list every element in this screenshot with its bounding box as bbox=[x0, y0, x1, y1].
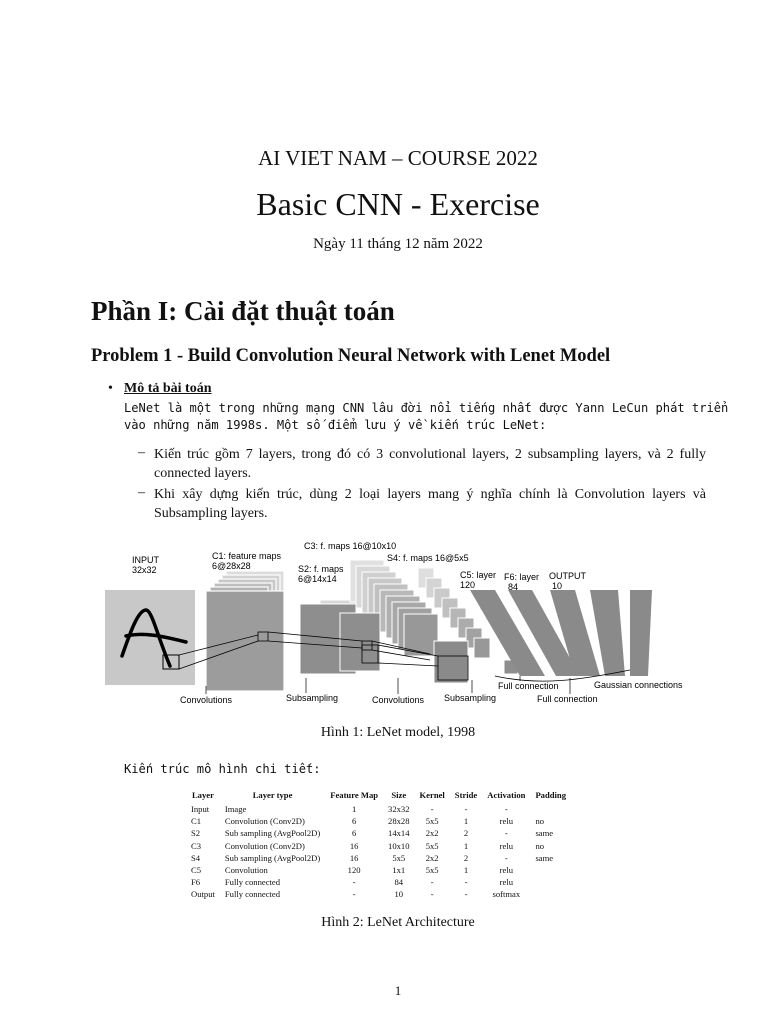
cell: Sub sampling (AvgPool2D) bbox=[224, 828, 321, 839]
table-row bbox=[186, 864, 571, 876]
bullet-marker: • bbox=[108, 381, 113, 396]
cell: 14x14 bbox=[388, 828, 410, 839]
cell bbox=[530, 864, 571, 876]
cell: - bbox=[504, 828, 508, 839]
cell bbox=[530, 888, 571, 900]
cell: 6 bbox=[351, 828, 357, 839]
label-input: INPUT bbox=[132, 555, 159, 565]
cell: 2 bbox=[463, 852, 469, 863]
header-size: Size bbox=[391, 790, 407, 800]
document-date: Ngày 11 tháng 12 năm 2022 bbox=[313, 236, 483, 252]
cell: 32x32 bbox=[388, 804, 410, 815]
cell: - bbox=[464, 877, 468, 888]
problem-heading: Problem 1 - Build Convolution Neural Network with Lenet Model bbox=[91, 346, 611, 366]
cell: 16 bbox=[349, 852, 359, 863]
label-s2-size: 6@14x14 bbox=[298, 574, 337, 584]
description-line-1: LeNet là một trong những mạng CNN lâu đời nổi tiếng nhất được Yann LeCun phát triển bbox=[124, 401, 729, 415]
cell: relu bbox=[499, 865, 514, 876]
cell: 120 bbox=[347, 865, 361, 876]
part-heading: Phần I: Cài đặt thuật toán bbox=[91, 296, 395, 326]
cell: Input bbox=[191, 804, 210, 815]
cell: 2 bbox=[463, 828, 469, 839]
page-number: 1 bbox=[394, 983, 402, 998]
table-row bbox=[186, 803, 571, 815]
architecture-table bbox=[186, 790, 571, 901]
cell: - bbox=[504, 852, 508, 863]
cell: 5x5 bbox=[425, 865, 439, 876]
document-title: Basic CNN - Exercise bbox=[256, 186, 540, 222]
cell: relu bbox=[499, 877, 514, 888]
label-output-size: 10 bbox=[552, 581, 563, 591]
input-image bbox=[105, 590, 195, 685]
label-s4: S4: f. maps 16@5x5 bbox=[387, 553, 469, 563]
cell: 28x28 bbox=[388, 816, 410, 827]
table-row bbox=[186, 876, 571, 888]
cell: 10 bbox=[394, 889, 404, 900]
cell: - bbox=[430, 889, 434, 900]
cell: C1 bbox=[191, 816, 202, 827]
cell: softmax bbox=[492, 889, 521, 900]
label-c1-size: 6@28x28 bbox=[212, 561, 251, 571]
cell: Convolution bbox=[224, 865, 268, 876]
lenet-diagram bbox=[100, 538, 700, 713]
header-layer: Layer bbox=[191, 790, 214, 800]
dash-marker-1: – bbox=[138, 445, 145, 460]
header-layer-type: Layer type bbox=[252, 790, 293, 800]
cell: 6 bbox=[351, 816, 357, 827]
label-op-sub1: Subsampling bbox=[286, 693, 339, 703]
cell bbox=[530, 876, 571, 888]
description-item-2: Khi xây dựng kiến trúc, dùng 2 loại layers mang ý nghĩa chính là Convolution layers và Subsampling layers. bbox=[154, 487, 706, 521]
cell: C5 bbox=[191, 865, 202, 876]
table-row bbox=[186, 840, 571, 852]
cell: 5x5 bbox=[425, 840, 439, 851]
label-op-sub2: Subsampling bbox=[444, 693, 497, 703]
cell: 2x2 bbox=[425, 828, 439, 839]
cell: 1x1 bbox=[392, 865, 406, 876]
header-feature-map: Feature Map bbox=[330, 790, 379, 800]
cell: Sub sampling (AvgPool2D) bbox=[224, 852, 321, 863]
header-activation: Activation bbox=[487, 790, 526, 800]
cell: 1 bbox=[463, 865, 469, 876]
cell: relu bbox=[499, 816, 514, 827]
cell: - bbox=[430, 804, 434, 815]
label-op-conv2: Convolutions bbox=[372, 695, 425, 705]
cell: Fully connected bbox=[224, 877, 281, 888]
cell: Convolution (Conv2D) bbox=[224, 840, 305, 851]
cell: 5x5 bbox=[392, 852, 406, 863]
cell: 10x10 bbox=[388, 840, 410, 851]
cell: - bbox=[504, 804, 508, 815]
cell: Output bbox=[191, 889, 215, 900]
cell: relu bbox=[499, 840, 514, 851]
cell: Image bbox=[224, 804, 247, 815]
figure1-caption: Hình 1: LeNet model, 1998 bbox=[320, 725, 476, 740]
label-s2: S2: f. maps bbox=[298, 564, 344, 574]
table-row bbox=[186, 827, 571, 839]
label-op-full2: Full connection bbox=[537, 694, 598, 704]
detail-label: Kiến trúc mô hình chi tiết: bbox=[124, 762, 321, 776]
figure2-caption: Hình 2: LeNet Architecture bbox=[321, 915, 475, 930]
cell: - bbox=[464, 889, 468, 900]
label-c3: C3: f. maps 16@10x10 bbox=[304, 541, 397, 551]
c1-stack bbox=[206, 571, 284, 691]
cell: S4 bbox=[191, 852, 201, 863]
cell: no bbox=[535, 816, 545, 827]
cell: Convolution (Conv2D) bbox=[224, 816, 305, 827]
cell: - bbox=[352, 889, 356, 900]
cell: 2x2 bbox=[425, 852, 439, 863]
label-input-size: 32x32 bbox=[132, 565, 157, 575]
dash-marker-2: – bbox=[138, 485, 145, 500]
cell: S2 bbox=[191, 828, 201, 839]
description-heading: Mô tả bài toán bbox=[124, 381, 212, 396]
cell: Fully connected bbox=[224, 889, 281, 900]
header-padding: Padding bbox=[535, 790, 567, 800]
description-line-2: vào những năm 1998s. Một số điểm lưu ý về kiến trúc LeNet: bbox=[124, 418, 547, 432]
cell: - bbox=[352, 877, 356, 888]
cell: C3 bbox=[191, 840, 202, 851]
table-row bbox=[186, 888, 571, 900]
cell: 1 bbox=[463, 840, 469, 851]
label-op-gauss: Gaussian connections bbox=[594, 680, 683, 690]
cell: 1 bbox=[463, 816, 469, 827]
cell: 1 bbox=[351, 804, 357, 815]
description-item-1: Kiến trúc gồm 7 layers, trong đó có 3 convolutional layers, 2 subsampling layers, và 2 fully connected layers. bbox=[154, 447, 706, 481]
cell: no bbox=[535, 840, 545, 851]
cell: 16 bbox=[349, 840, 359, 851]
course-header: AI VIET NAM – COURSE 2022 bbox=[258, 146, 538, 170]
label-c5: C5: layer bbox=[460, 570, 497, 580]
fully-connected-stripes bbox=[470, 590, 652, 681]
label-op-conv1: Convolutions bbox=[180, 695, 233, 705]
cell: F6 bbox=[191, 877, 201, 888]
label-f6-size: 84 bbox=[508, 582, 519, 592]
cell bbox=[530, 803, 571, 815]
cell: same bbox=[535, 852, 554, 863]
cell: same bbox=[535, 828, 554, 839]
cell: 84 bbox=[394, 877, 404, 888]
cell: - bbox=[464, 804, 468, 815]
table-header-row bbox=[186, 790, 571, 803]
header-stride: Stride bbox=[454, 790, 478, 800]
label-c1: C1: feature maps bbox=[212, 551, 282, 561]
label-output: OUTPUT bbox=[549, 571, 586, 581]
label-f6: F6: layer bbox=[504, 572, 540, 582]
cell: - bbox=[430, 877, 434, 888]
label-op-full1: Full connection bbox=[498, 681, 559, 691]
table-row bbox=[186, 815, 571, 827]
label-c5-size: 120 bbox=[460, 580, 476, 590]
header-kernel: Kernel bbox=[419, 790, 445, 800]
table-row bbox=[186, 852, 571, 864]
cell: 5x5 bbox=[425, 816, 439, 827]
